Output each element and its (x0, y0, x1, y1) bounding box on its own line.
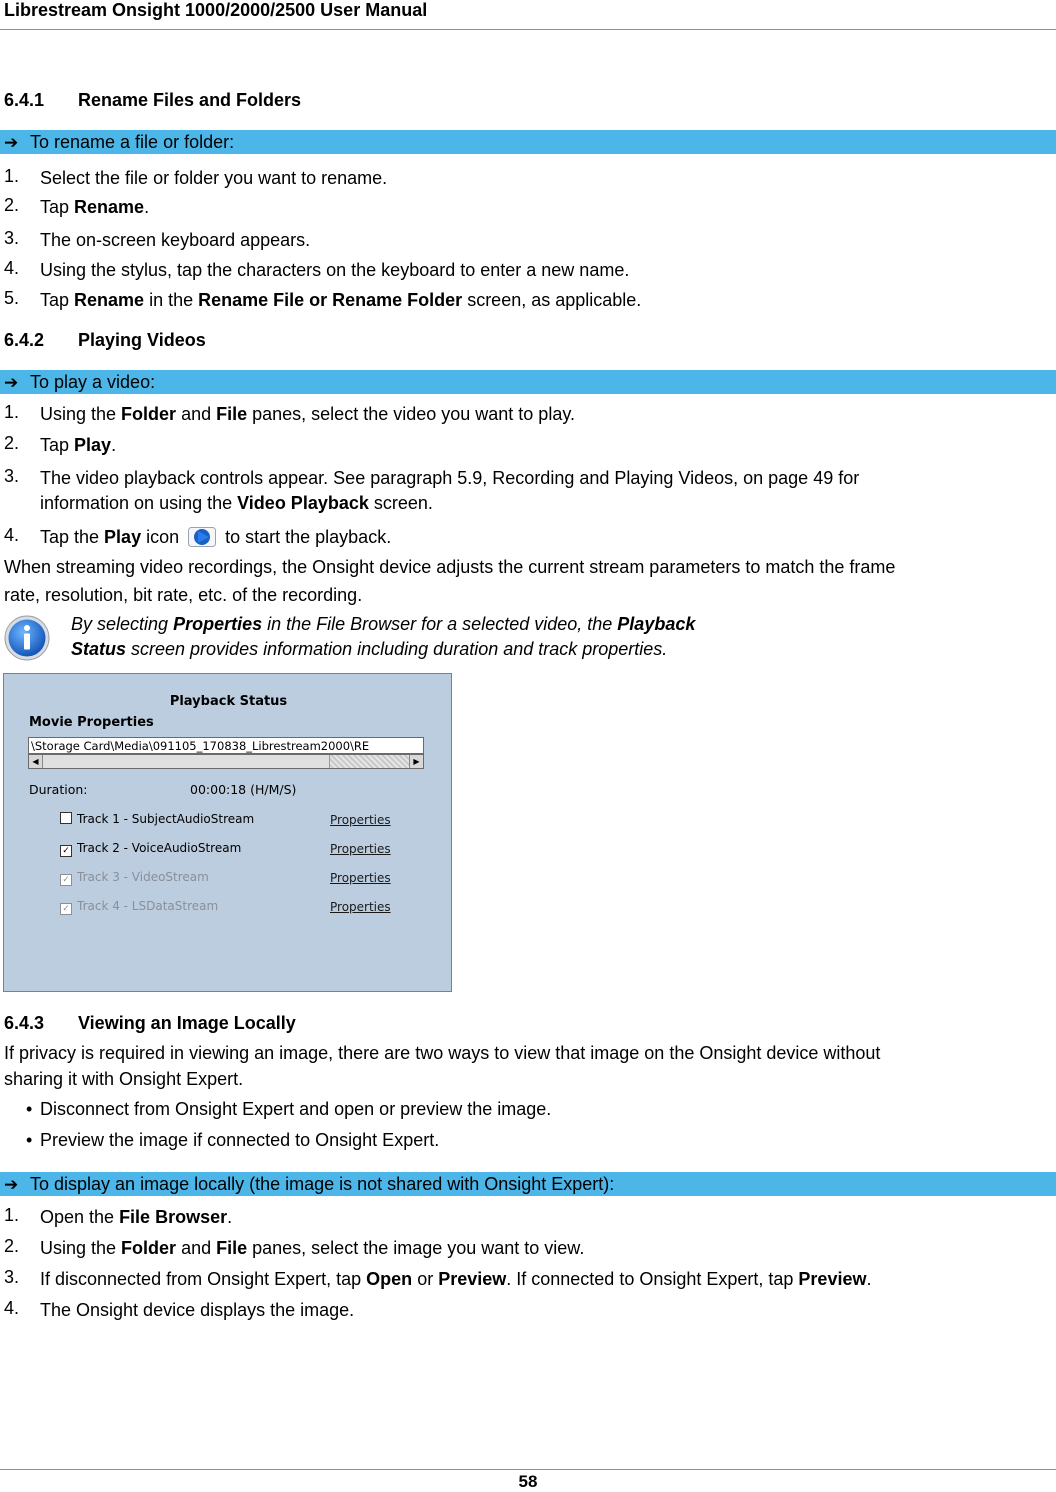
footer-rule (0, 1469, 1056, 1470)
section-number: 6.4.2 (4, 330, 45, 350)
checkbox-icon (60, 812, 72, 824)
procedure-title: To rename a file or folder: (30, 132, 235, 152)
procedure-title: To display an image locally (the image is not shared with Onsight Expert): (30, 1174, 615, 1194)
track-checkbox-2[interactable] (60, 841, 241, 857)
section-heading-6-4-1 (4, 90, 301, 111)
step-text: The on-screen keyboard appears. (40, 230, 311, 250)
bullet-mark: • (26, 1130, 33, 1150)
procedure-bar-play-video (0, 370, 1056, 394)
step-number: 1. (4, 402, 20, 422)
paragraph-line: If privacy is required in viewing an image, there are two ways to view that image on the Onsight device without (4, 1043, 881, 1063)
scroll-right-icon[interactable]: ▶ (409, 755, 423, 768)
arrow-right-icon: ➔ (4, 1175, 19, 1194)
track-properties-link[interactable]: Properties (330, 842, 391, 856)
paragraph-line: sharing it with Onsight Expert. (4, 1069, 244, 1089)
bullet-mark: • (26, 1099, 33, 1119)
step-text: Tap the Play icon to start the playback. (40, 527, 392, 547)
step-text: The Onsight device displays the image. (40, 1300, 355, 1320)
section-heading-6-4-3 (4, 1013, 296, 1034)
procedure-title: To play a video: (30, 372, 156, 392)
header-rule (0, 29, 1056, 30)
play-icon (188, 527, 216, 547)
step-number: 3. (4, 466, 20, 486)
duration-label: Duration: (29, 782, 88, 797)
step-text: If disconnected from Onsight Expert, tap Open or Preview. If connected to Onsight Expert, tap Preview. (40, 1269, 872, 1289)
step-text: The video playback controls appear. See paragraph 5.9, Recording and Playing Videos, on page 49 for information on using the Video Playback screen. (40, 468, 860, 513)
step-text: Using the Folder and File panes, select the image you want to view. (40, 1238, 585, 1258)
section-title: Viewing an Image Locally (78, 1013, 296, 1033)
arrow-right-icon: ➔ (4, 133, 19, 152)
step-text: Tap Rename. (40, 197, 150, 217)
track-properties-link[interactable]: Properties (330, 813, 391, 827)
screen-title: Playback Status (169, 694, 288, 709)
track-checkbox-3 (60, 870, 209, 886)
step-number: 4. (4, 1298, 20, 1318)
step-number: 4. (4, 525, 20, 545)
paragraph-line: rate, resolution, bit rate, etc. of the recording. (4, 585, 363, 605)
section-number: 6.4.3 (4, 1013, 45, 1033)
step-number: 5. (4, 288, 20, 308)
bullet-text: Disconnect from Onsight Expert and open or preview the image. (40, 1099, 552, 1119)
step-number: 3. (4, 228, 20, 248)
section-title: Rename Files and Folders (78, 90, 302, 110)
step-text: Open the File Browser. (40, 1207, 233, 1227)
track-properties-link[interactable]: Properties (330, 871, 391, 885)
step-number: 2. (4, 1236, 20, 1256)
scroll-left-icon[interactable]: ◀ (29, 755, 43, 768)
step-number: 1. (4, 1205, 20, 1225)
step-text: Tap Play. (40, 435, 117, 455)
section-number: 6.4.1 (4, 90, 45, 110)
info-icon (3, 614, 51, 662)
procedure-bar-display-image (0, 1172, 1056, 1196)
step-number: 3. (4, 1267, 20, 1287)
step-text: Using the stylus, tap the characters on the keyboard to enter a new name. (40, 260, 630, 280)
step-number: 2. (4, 433, 20, 453)
track-label: Track 3 - VideoStream (77, 870, 209, 884)
playback-status-screenshot (3, 673, 452, 992)
procedure-bar-rename (0, 130, 1056, 154)
step-number: 1. (4, 166, 20, 186)
movie-properties-label: Movie Properties (29, 715, 154, 730)
scrollbar-thumb[interactable] (43, 755, 330, 768)
horizontal-scrollbar[interactable] (28, 754, 424, 769)
page-number: 58 (518, 1472, 538, 1491)
page-header-title: Librestream Onsight 1000/2000/2500 User Manual (4, 0, 428, 20)
section-heading-6-4-2 (4, 330, 206, 351)
section-title: Playing Videos (78, 330, 206, 350)
duration-value: 00:00:18 (H/M/S) (190, 782, 297, 797)
step-number: 4. (4, 258, 20, 278)
track-label: Track 2 - VoiceAudioStream (77, 841, 242, 855)
track-properties-link[interactable]: Properties (330, 900, 391, 914)
step-text: Using the Folder and File panes, select the video you want to play. (40, 404, 575, 424)
step-text: Tap Rename in the Rename File or Rename Folder screen, as applicable. (40, 290, 642, 310)
track-checkbox-4 (60, 899, 218, 915)
file-path-field[interactable]: \Storage Card\Media\091105_170838_Librestream2000\RE (28, 737, 424, 754)
track-checkbox-1[interactable] (60, 812, 254, 826)
step-number: 2. (4, 195, 20, 215)
checkbox-icon: ✓ (60, 845, 72, 857)
track-label: Track 1 - SubjectAudioStream (77, 812, 255, 826)
note-text: By selecting Properties in the File Browser for a selected video, the Playback Status screen provides information including duration and track properties. (71, 614, 696, 659)
paragraph-line: When streaming video recordings, the Onsight device adjusts the current stream parameters to match the frame (4, 557, 896, 577)
checkbox-icon: ✓ (60, 903, 72, 915)
track-label: Track 4 - LSDataStream (77, 899, 219, 913)
checkbox-icon: ✓ (60, 874, 72, 886)
step-text: Select the file or folder you want to rename. (40, 168, 388, 188)
arrow-right-icon: ➔ (4, 373, 19, 392)
bullet-text: Preview the image if connected to Onsight Expert. (40, 1130, 440, 1150)
